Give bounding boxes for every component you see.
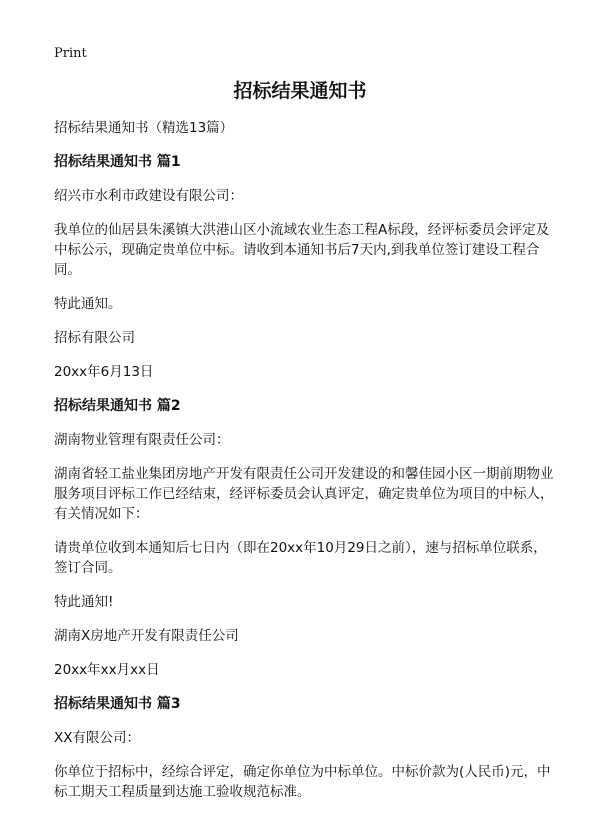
notice-paragraph: 你单位于招标中，经综合评定，确定你单位为中标单位。中标价款为(人民币)元，中标工期天工程质量到达施工验收规范标准。 [54,764,551,800]
closing-text: 特此通知! [54,594,114,610]
document-subtitle: 招标结果通知书（精选13篇） [54,120,234,136]
signatory: 湖南X房地产开发有限责任公司 [54,628,239,644]
date-text: 20xx年xx月xx日 [54,662,160,678]
signatory: 招标有限公司 [54,330,135,346]
notice-paragraph: 请贵单位收到本通知后七日内（即在20xx年10月29日之前），速与招标单位联系，签订合同。 [54,540,547,576]
section-heading-1: 招标结果通知书 篇1 [54,154,181,170]
addressee: 绍兴市水利市政建设有限公司： [54,188,243,204]
document-title: 招标结果通知书 [233,80,367,102]
print-label[interactable]: Print [54,46,87,61]
notice-paragraph: 湖南省轻工盐业集团房地产开发有限责任公司开发建设的和馨佳园小区一期前期物业服务项目评标工作已经结束，经评标委员会认真评定，确定贵单位为项目的中标人，有关情况如下： [54,466,554,522]
addressee: XX有限公司： [54,730,140,746]
section-heading-2: 招标结果通知书 篇2 [54,398,181,414]
section-heading-3: 招标结果通知书 篇3 [54,696,181,712]
date-text: 20xx年6月13日 [54,364,154,380]
addressee: 湖南物业管理有限责任公司： [54,432,230,448]
document-body [54,118,554,816]
closing-text: 特此通知。 [54,296,122,312]
notice-paragraph: 我单位的仙居县朱溪镇大洪港山区小流域农业生态工程A标段，经评标委员会评定及中标公示，现确定贵单位中标。请收到本通知书后7天内,到我单位签订建设工程合同。 [54,222,550,278]
